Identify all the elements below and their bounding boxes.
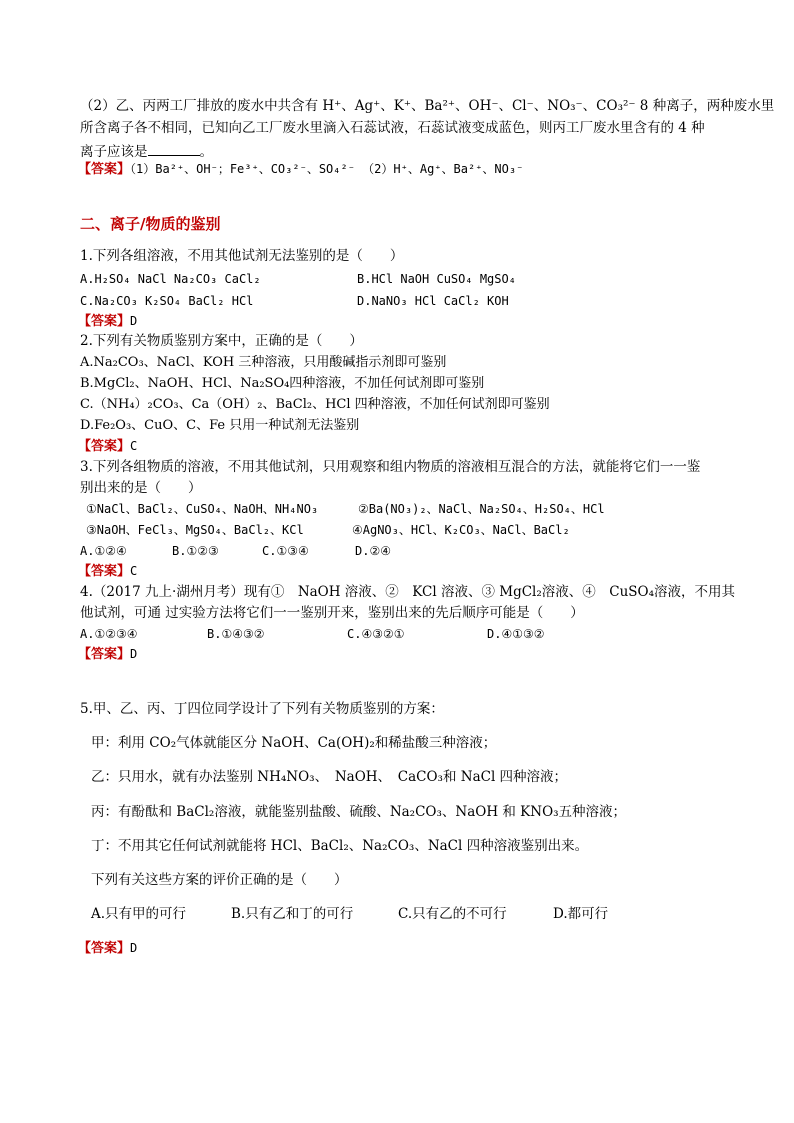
- q2-option-a: A.Na₂CO₃、NaCl、KOH 三种溶液，只用酸碱指示剂即可鉴别: [80, 355, 447, 370]
- answer-text: （1）Ba²⁺、OH⁻；Fe³⁺、CO₃²⁻、SO₄²⁻ （2）H⁺、Ag⁺、Ba²⁺、NO₃⁻: [130, 162, 524, 176]
- q3-item-4: ④AgNO₃、HCl、K₂CO₃、NaCl、BaCl₂: [352, 523, 570, 537]
- q5-question: 下列有关这些方案的评价正确的是（ ）: [91, 872, 348, 888]
- q2-option-b: B.MgCl₂、NaOH、HCl、Na₂SO₄四种溶液，不加任何试剂即可鉴别: [80, 376, 485, 391]
- q1-answer: [78, 312, 137, 331]
- q2-stem: 2.下列有关物质鉴别方案中，正确的是（ ）: [80, 333, 363, 349]
- q5-plan-jia: 甲：利用 CO₂气体就能区分 NaOH、Ca(OH)₂和稀盐酸三种溶液；: [91, 735, 497, 751]
- q3-item-2: ②Ba(NO₃)₂、NaCl、Na₂SO₄、H₂SO₄、HCl: [358, 502, 605, 516]
- answer-value: C: [130, 564, 138, 578]
- q5-plan-ding: 丁：不用其它任何试剂就能将 HCl、BaCl₂、Na₂CO₃、NaCl 四种溶液鉴别出来。: [91, 838, 589, 854]
- q5-plan-yi: 乙：只用水，就有办法鉴别 NH₄NO₃、 NaOH、 CaCO₃和 NaCl 四种溶液；: [91, 769, 568, 785]
- q5-option-a: A.只有甲的可行: [91, 906, 187, 922]
- part1-answer: [78, 160, 523, 179]
- answer-value: D: [130, 647, 138, 661]
- answer-label: 【答案】: [78, 162, 131, 177]
- answer-blank: [148, 141, 200, 156]
- q1-option-a: A.H₂SO₄ NaCl Na₂CO₃ CaCl₂: [80, 272, 261, 286]
- q4-option-b: B.①④③②: [207, 627, 265, 641]
- answer-label: 【答案】: [78, 314, 131, 329]
- q5-option-d: D.都可行: [553, 906, 609, 922]
- q1-option-d: D.NaNO₃ HCl CaCl₂ KOH: [357, 294, 509, 308]
- q2-option-d: D.Fe₂O₃、CuO、C、Fe 只用一种试剂无法鉴别: [80, 418, 360, 433]
- q3-item-3: ③NaOH、FeCl₃、MgSO₄、BaCl₂、KCl: [86, 523, 304, 537]
- q5-plan-bing: 丙：有酚酞和 BaCl₂溶液，就能鉴别盐酸、硫酸、Na₂CO₃、NaOH 和 KNO₃五种溶液；: [91, 804, 627, 820]
- q2-line-3-end: 。: [199, 144, 213, 160]
- q3-answer: [78, 562, 137, 581]
- answer-label: 【答案】: [78, 439, 131, 454]
- q5-option-b: B.只有乙和丁的可行: [231, 906, 354, 922]
- q4-option-a: A.①②③④: [80, 627, 138, 641]
- q4-stem-line-1: 4.（2017 九上·湖州月考）现有① NaOH 溶液、② KCl 溶液、③ MgCl₂溶液、④ CuSO₄溶液，不用其: [80, 584, 736, 600]
- answer-value: C: [130, 439, 138, 453]
- q4-option-d: D.④①③②: [487, 627, 545, 641]
- q4-stem-line-2: 他试剂，可通 过实验方法将它们一一鉴别开来，鉴别出来的先后顺序可能是（ ）: [80, 605, 584, 621]
- q5-answer: [78, 939, 137, 958]
- q3-option-a: A.①②④: [80, 544, 127, 558]
- q2-line-2: 所含离子各不相同，已知向乙工厂废水里滴入石蕊试液，石蕊试液变成蓝色，则丙工厂废水里含有的 4 种: [80, 120, 705, 136]
- q3-stem-line-1: 3.下列各组物质的溶液，不用其他试剂，只用观察和组内物质的溶液相互混合的方法，就能将它们一一鉴: [80, 459, 701, 475]
- q1-stem: 1.下列各组溶液，不用其他试剂无法鉴别的是（ ）: [80, 248, 404, 264]
- answer-value: D: [130, 314, 138, 328]
- q4-answer: [78, 645, 137, 664]
- section-heading: 二、离子/物质的鉴别: [80, 215, 221, 233]
- q5-stem: 5.甲、乙、丙、丁四位同学设计了下列有关物质鉴别的方案：: [80, 701, 444, 717]
- q2-answer: [78, 437, 137, 456]
- answer-label: 【答案】: [78, 941, 131, 956]
- q5-option-c: C.只有乙的不可行: [398, 906, 507, 922]
- q3-option-c: C.①③④: [262, 544, 309, 558]
- q2-line-3-text: 离子应该是: [80, 144, 148, 160]
- answer-label: 【答案】: [78, 564, 131, 579]
- q1-option-c: C.Na₂CO₃ K₂SO₄ BaCl₂ HCl: [80, 294, 254, 308]
- q3-stem-line-2: 别出来的是（ ）: [80, 480, 202, 496]
- q3-option-d: D.②④: [355, 544, 391, 558]
- q1-option-b: B.HCl NaOH CuSO₄ MgSO₄: [357, 272, 516, 286]
- q4-option-c: C.④③②①: [347, 627, 405, 641]
- q2-line-1: （2）乙、丙两工厂排放的废水中共含有 H⁺、Ag⁺、K⁺、Ba²⁺、OH⁻、Cl⁻、NO₃⁻、CO₃²⁻ 8 种离子，两种废水里: [80, 98, 775, 114]
- q2-option-c: C.（NH₄）₂CO₃、Ca（OH）₂、BaCl₂、HCl 四种溶液，不加任何试剂即可鉴别: [80, 397, 550, 412]
- answer-label: 【答案】: [78, 647, 131, 662]
- q3-item-1: ①NaCl、BaCl₂、CuSO₄、NaOH、NH₄NO₃: [86, 502, 319, 516]
- q3-option-b: B.①②③: [172, 544, 219, 558]
- answer-value: D: [130, 941, 138, 955]
- q2-line-3: [80, 141, 213, 161]
